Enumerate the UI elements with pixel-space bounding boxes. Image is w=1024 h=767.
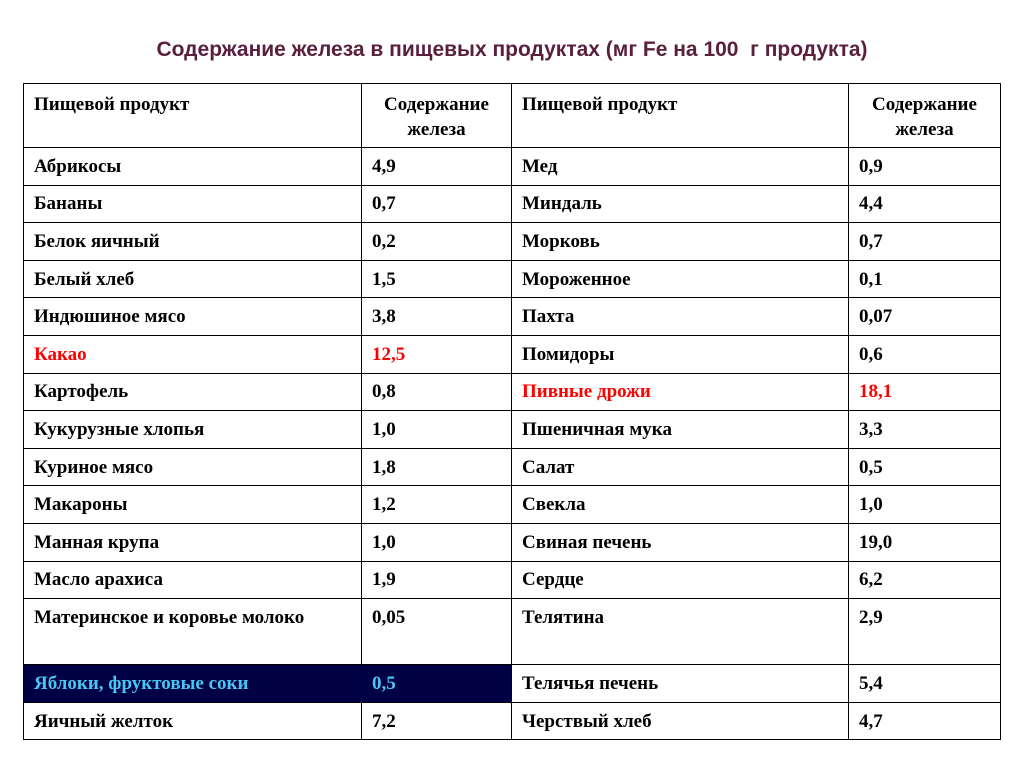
right-value-cell: 3,3 bbox=[849, 411, 1001, 449]
left-product-cell: Манная крупа bbox=[24, 523, 362, 561]
right-product-cell: Мед bbox=[512, 148, 849, 186]
left-product-cell: Белый хлеб bbox=[24, 260, 362, 298]
table-row bbox=[24, 335, 1001, 373]
header-content-left: Содержание железа bbox=[362, 84, 512, 148]
right-product-cell: Мороженное bbox=[512, 260, 849, 298]
left-value-cell: 1,0 bbox=[362, 411, 512, 449]
header-product-left: Пищевой продукт bbox=[24, 84, 362, 148]
left-product-cell-highlighted: Какао bbox=[24, 335, 362, 373]
left-value-cell: 3,8 bbox=[362, 298, 512, 336]
left-value-cell: 0,7 bbox=[362, 185, 512, 223]
table-row bbox=[24, 185, 1001, 223]
left-product-cell: Куриное мясо bbox=[24, 448, 362, 486]
left-product-cell-highlighted: Яблоки, фруктовые соки bbox=[24, 665, 362, 703]
table-row bbox=[24, 260, 1001, 298]
right-value-cell: 0,9 bbox=[849, 148, 1001, 186]
left-product-cell: Картофель bbox=[24, 373, 362, 411]
right-product-cell: Телятина bbox=[512, 599, 849, 665]
table-header-row bbox=[24, 84, 1001, 148]
right-product-cell: Свиная печень bbox=[512, 523, 849, 561]
left-value-cell: 7,2 bbox=[362, 702, 512, 740]
left-value-cell: 1,0 bbox=[362, 523, 512, 561]
left-product-cell: Бананы bbox=[24, 185, 362, 223]
table-row bbox=[24, 448, 1001, 486]
right-value-cell: 5,4 bbox=[849, 665, 1001, 703]
left-product-cell: Яичный желток bbox=[24, 702, 362, 740]
table-row bbox=[24, 223, 1001, 261]
right-product-cell: Сердце bbox=[512, 561, 849, 599]
right-product-cell: Пахта bbox=[512, 298, 849, 336]
table-row bbox=[24, 523, 1001, 561]
left-value-cell-highlighted: 12,5 bbox=[362, 335, 512, 373]
right-value-cell: 0,1 bbox=[849, 260, 1001, 298]
right-value-cell: 0,7 bbox=[849, 223, 1001, 261]
left-product-cell: Материнское и коровье молоко bbox=[24, 599, 362, 665]
right-product-cell: Салат bbox=[512, 448, 849, 486]
left-product-cell: Белок яичный bbox=[24, 223, 362, 261]
left-value-cell: 0,05 bbox=[362, 599, 512, 665]
iron-content-table bbox=[23, 83, 1001, 740]
table-row bbox=[24, 702, 1001, 740]
left-product-cell: Абрикосы bbox=[24, 148, 362, 186]
header-product-right: Пищевой продукт bbox=[512, 84, 849, 148]
right-value-cell: 6,2 bbox=[849, 561, 1001, 599]
right-value-cell: 4,4 bbox=[849, 185, 1001, 223]
left-value-cell: 1,9 bbox=[362, 561, 512, 599]
left-value-cell: 4,9 bbox=[362, 148, 512, 186]
right-product-cell: Помидоры bbox=[512, 335, 849, 373]
right-product-cell-highlighted: Пивные дрожи bbox=[512, 373, 849, 411]
right-value-cell: 4,7 bbox=[849, 702, 1001, 740]
right-product-cell: Миндаль bbox=[512, 185, 849, 223]
left-value-cell: 1,5 bbox=[362, 260, 512, 298]
left-product-cell: Масло арахиса bbox=[24, 561, 362, 599]
left-value-cell: 1,8 bbox=[362, 448, 512, 486]
table-row bbox=[24, 148, 1001, 186]
left-product-cell: Макароны bbox=[24, 486, 362, 524]
left-product-cell: Индюшиное мясо bbox=[24, 298, 362, 336]
right-product-cell: Пшеничная мука bbox=[512, 411, 849, 449]
left-value-cell: 1,2 bbox=[362, 486, 512, 524]
right-value-cell: 19,0 bbox=[849, 523, 1001, 561]
table-row bbox=[24, 599, 1001, 665]
right-value-cell-highlighted: 18,1 bbox=[849, 373, 1001, 411]
left-value-cell-highlighted: 0,5 bbox=[362, 665, 512, 703]
right-product-cell: Черствый хлеб bbox=[512, 702, 849, 740]
table-row bbox=[24, 298, 1001, 336]
table-row bbox=[24, 486, 1001, 524]
table-row bbox=[24, 411, 1001, 449]
right-product-cell: Телячья печень bbox=[512, 665, 849, 703]
left-value-cell: 0,8 bbox=[362, 373, 512, 411]
table-row bbox=[24, 561, 1001, 599]
table-row bbox=[24, 665, 1001, 703]
header-content-right: Содержание железа bbox=[849, 84, 1001, 148]
right-product-cell: Морковь bbox=[512, 223, 849, 261]
right-product-cell: Свекла bbox=[512, 486, 849, 524]
page-title: Содержание железа в пищевых продуктах (мг Fe на 100 г продукта) bbox=[156, 38, 868, 61]
right-value-cell: 2,9 bbox=[849, 599, 1001, 665]
right-value-cell: 1,0 bbox=[849, 486, 1001, 524]
right-value-cell: 0,6 bbox=[849, 335, 1001, 373]
right-value-cell: 0,5 bbox=[849, 448, 1001, 486]
table-row bbox=[24, 373, 1001, 411]
right-value-cell: 0,07 bbox=[849, 298, 1001, 336]
left-value-cell: 0,2 bbox=[362, 223, 512, 261]
left-product-cell: Кукурузные хлопья bbox=[24, 411, 362, 449]
